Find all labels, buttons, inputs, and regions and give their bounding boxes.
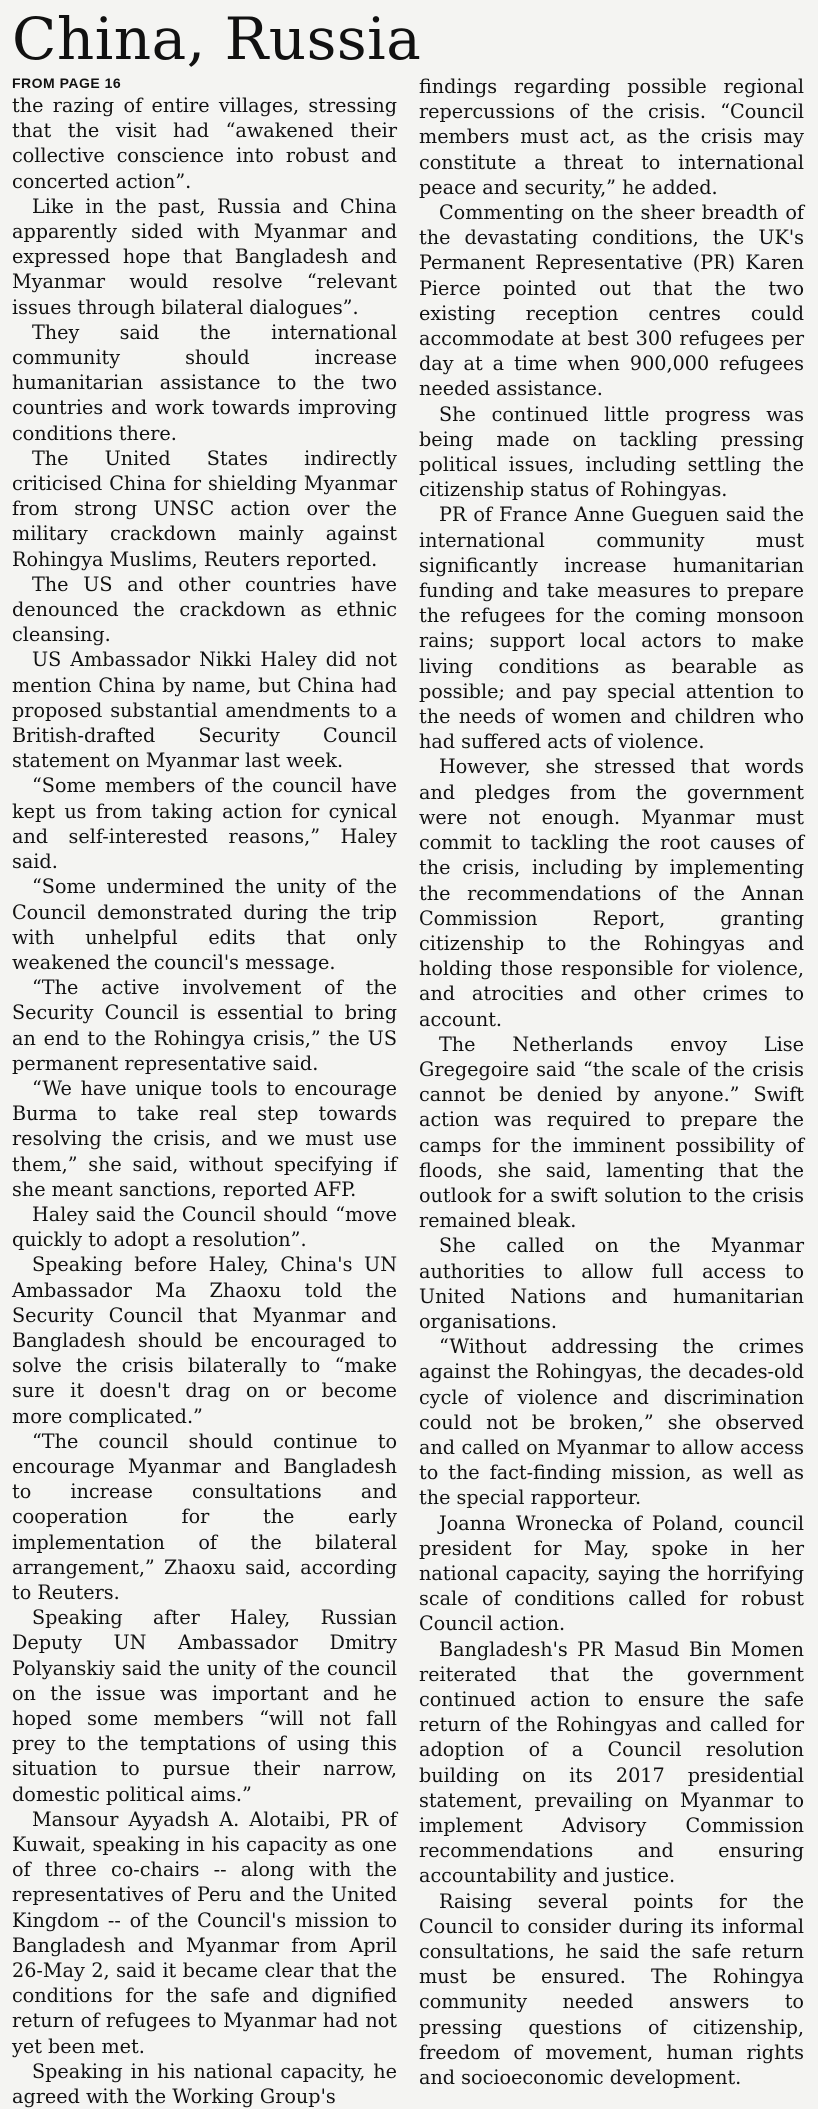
paragraph: The US and other countries have denounced the crackdown as ethnic cleansing. [12, 572, 397, 647]
paragraph: “Some undermined the unity of the Council demonstrated during the trip with unhelpful edits that only weakened the council's message. [12, 875, 397, 974]
right-column [419, 74, 804, 2109]
paragraph: Commenting on the sheer breadth of the devastating conditions, the UK's Permanent Representative (PR) Karen Pierce pointed out that the two existing reception centres could accommodate at best 300 refugees per day at a time when 900,000 refugees needed assistance. [419, 201, 804, 401]
paragraph: Mansour Ayyadsh A. Alotaibi, PR of Kuwait, speaking in his capacity as one of three co-chairs -- along with the representatives of Peru and the United Kingdom -- of the Council's mission to Bangladesh and Myanmar from April 26-May 2, said it became clear that the conditions for the safe and dignified return of refugees to Myanmar had not yet been met. [12, 1807, 397, 2058]
article-columns [12, 74, 804, 2109]
paragraph: Like in the past, Russia and China apparently sided with Myanmar and expressed hope that Bangladesh and Myanmar would resolve “relevant issues through bilateral dialogues”. [12, 194, 397, 319]
paragraph: She continued little progress was being made on tackling pressing political issues, including settling the citizenship status of Rohingyas. [419, 402, 804, 502]
headline: China, Russia [12, 5, 422, 73]
paragraph: “We have unique tools to encourage Burma to take real step towards resolving the crisis, and we must use them,” she said, without specifying if she meant sanctions, reported AFP. [12, 1076, 397, 1201]
paragraph: the razing of entire villages, stressing that the visit had “awakened their collective conscience into robust and concerted action”. [12, 94, 397, 193]
jump-line: FROM PAGE 16 [12, 75, 122, 91]
paragraph: Speaking after Haley, Russian Deputy UN Ambassador Dmitry Polyanskiy said the unity of the council on the issue was important and he hoped some members “will not fall prey to the temptations of using this situation to pursue their narrow, domestic political aims.” [12, 1606, 397, 1806]
paragraph: PR of France Anne Gueguen said the international community must significantly increase humanitarian funding and take measures to prepare the refugees for the coming monsoon rains; support local actors to make living conditions as bearable as possible; and pay special attention to the needs of women and children who had suffered acts of violence. [419, 503, 804, 754]
paragraph: Bangladesh's PR Masud Bin Momen reiterated that the government continued action to ensure the safe return of the Rohingyas and called for adoption of a Council resolution building on its 2017 presidential statement, prevailing on Myanmar to implement Advisory Commission recommendations and ensuring accountability and justice. [419, 1637, 804, 1888]
paragraph: She called on the Myanmar authorities to allow full access to United Nations and humanitarian organisations. [419, 1234, 804, 1333]
paragraph: findings regarding possible regional repercussions of the crisis. “Council members must act, as the crisis may constitute a threat to international peace and security,” he added. [419, 75, 804, 199]
paragraph: “The council should continue to encourage Myanmar and Bangladesh to increase consultations and cooperation for the early implementation of the bilateral arrangement,” Zhaoxu said, according to Reuters. [12, 1429, 397, 1604]
paragraph: Speaking in his national capacity, he agreed with the Working Group's [12, 2059, 397, 2109]
paragraph: Raising several points for the Council to consider during its informal consultations, he said the safe return must be ensured. The Rohingya community needed answers to pressing questions of citizenship, freedom of movement, human rights and socioeconomic development. [419, 1889, 804, 2090]
paragraph: They said the international community should increase humanitarian assistance to the two countries and work towards improving conditions there. [12, 320, 397, 445]
paragraph: The United States indirectly criticised China for shielding Myanmar from strong UNSC action over the military crackdown mainly against Rohingya Muslims, Reuters reported. [12, 446, 397, 571]
paragraph: Haley said the Council should “move quickly to adopt a resolution”. [12, 1202, 397, 1252]
left-column [12, 74, 397, 2109]
paragraph: “Without addressing the crimes against the Rohingyas, the decades-old cycle of violence and discrimination could not be broken,” she observed and called on Myanmar to allow access to the fact-finding mission, as well as the special rapporteur. [419, 1335, 804, 1510]
paragraph: The Netherlands envoy Lise Gregegoire said “the scale of the crisis cannot be denied by anyone.” Swift action was required to prepare the camps for the imminent possibility of floods, she said, lamenting that the outlook for a swift solution to the crisis remained bleak. [419, 1032, 804, 1233]
paragraph: US Ambassador Nikki Haley did not mention China by name, but China had proposed substantial amendments to a British-drafted Security Council statement on Myanmar last week. [12, 648, 397, 773]
paragraph: Speaking before Haley, China's UN Ambassador Ma Zhaoxu told the Security Council that Myanmar and Bangladesh should be encouraged to solve the crisis bilaterally to “make sure it doesn't drag on or become more complicated.” [12, 1253, 397, 1428]
paragraph: However, she stressed that words and pledges from the government were not enough. Myanmar must commit to tackling the root causes of the crisis, including by implementing the recommendations of the Annan Commission Report, granting citizenship to the Rohingyas and holding those responsible for violence, and atrocities and other crimes to account. [419, 755, 804, 1031]
paragraph: “Some members of the council have kept us from taking action for cynical and self-interested reasons,” Haley said. [12, 774, 397, 874]
paragraph: Joanna Wronecka of Poland, council president for May, spoke in her national capacity, saying the horrifying scale of conditions called for robust Council action. [419, 1511, 804, 1636]
paragraph: “The active involvement of the Security Council is essential to bring an end to the Rohingya crisis,” the US permanent representative said. [12, 976, 397, 1075]
